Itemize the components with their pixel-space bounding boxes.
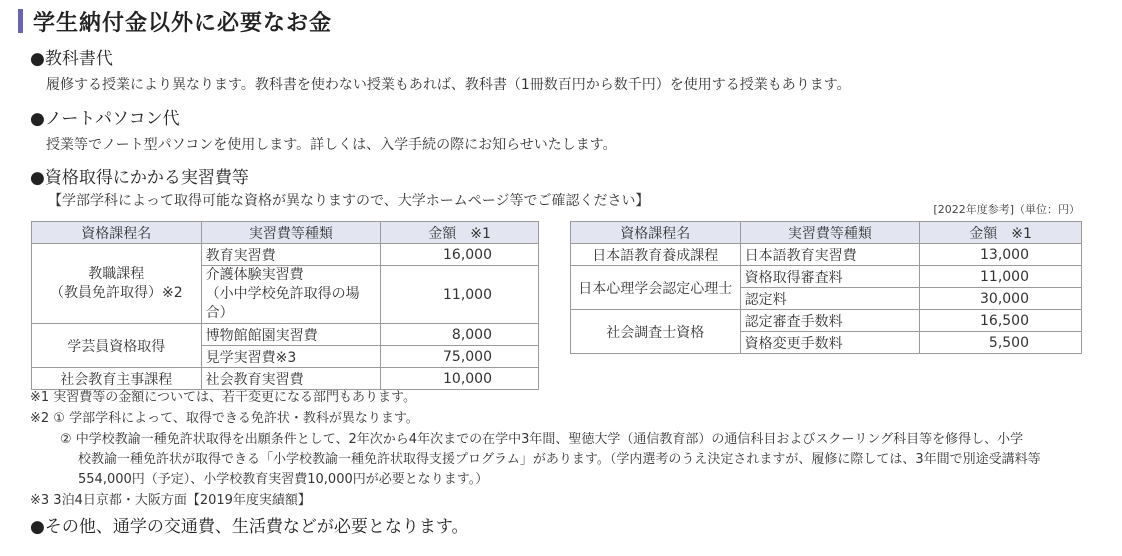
amount-cell: 75,000 <box>381 346 539 368</box>
fee-type-cell: 認定料 <box>740 288 920 310</box>
fee-type-cell: 教育実習費 <box>201 244 381 266</box>
course-cell: 社会教育主事課程 <box>32 368 202 390</box>
column-header: 金額 ※1 <box>381 222 539 244</box>
amount-cell: 30,000 <box>920 288 1082 310</box>
fee-type-name: 介護体験実習費 <box>205 267 304 283</box>
amount-cell: 16,500 <box>920 310 1082 332</box>
footnote-3: ※3 3泊4日京都・大阪方面【2019年度実績額】 <box>30 493 311 508</box>
amount-cell: 11,000 <box>920 266 1082 288</box>
page-title-block <box>18 6 332 36</box>
fee-type-cell: 認定審査手数料 <box>740 310 920 332</box>
course-cell: 学芸員資格取得 <box>32 324 202 368</box>
footnote-2-2-line2: 校教諭一種免許状が取得できる「小学校教諭一種免許状取得支援プログラム」があります。（学内選考のうえ決定されますが、履修に際しては、3年間で別途受講料等 <box>78 452 1041 467</box>
footnote-2-1: ※2 ① 学部学科によって、取得できる免許状・教科が異なります。 <box>30 411 419 426</box>
fee-table-left <box>31 221 539 390</box>
amount-cell: 11,000 <box>381 266 539 324</box>
qualification-notice: 【学部学科によって取得可能な資格が異なりますので、大学ホームページ等でご確認ください】 <box>48 193 650 209</box>
table-row <box>571 266 1082 288</box>
fee-type-cell <box>201 266 381 324</box>
table-row <box>571 244 1082 266</box>
amount-cell: 8,000 <box>381 324 539 346</box>
section-heading-qualification: ●資格取得にかかる実習費等 <box>30 168 249 188</box>
footnote-2-2-line1: ② 中学校教諭一種免許状取得を出願条件として、2年次から4年次までの在学中3年間、聖徳大学（通信教育部）の通信科目およびスクーリング科目等を修得し、小学 <box>60 432 1024 447</box>
course-cell <box>32 244 202 324</box>
table-header-row <box>32 222 539 244</box>
column-header: 実習費等種類 <box>201 222 381 244</box>
course-cell: 社会調査士資格 <box>571 310 741 354</box>
column-header: 金額 ※1 <box>920 222 1082 244</box>
amount-cell: 16,000 <box>381 244 539 266</box>
table-row <box>32 244 539 266</box>
table-row <box>571 310 1082 332</box>
footnote-2-2-line3: 554,000円（予定）、小学校教育実習費10,000円が必要となります。） <box>78 472 489 487</box>
course-cell: 日本語教育養成課程 <box>571 244 741 266</box>
column-header: 実習費等種類 <box>740 222 920 244</box>
fee-type-cell: 社会教育実習費 <box>201 368 381 390</box>
column-header: 資格課程名 <box>571 222 741 244</box>
fee-table-right <box>570 221 1082 354</box>
fee-type-cell: 見学実習費※3 <box>201 346 381 368</box>
course-name-note: （教員免許取得）※2 <box>49 284 183 301</box>
course-name: 教職課程 <box>88 265 145 282</box>
page-title: 学生納付金以外に必要なお金 <box>33 10 333 36</box>
fee-type-note: （小中学校免許取得の場合） <box>205 286 360 321</box>
section-text-textbooks: 履修する授業により異なります。教科書を使わない授業もあれば、教科書（1冊数百円から数千円）を使用する授業もあります。 <box>46 77 851 93</box>
section-heading-laptop: ●ノートパソコン代 <box>30 109 180 129</box>
fee-type-cell: 博物館館園実習費 <box>201 324 381 346</box>
course-cell: 日本心理学会認定心理士 <box>571 266 741 310</box>
section-text-laptop: 授業等でノート型パソコンを使用します。詳しくは、入学手続の際にお知らせいたします。 <box>46 137 617 153</box>
amount-cell: 10,000 <box>381 368 539 390</box>
section-heading-textbooks: ●教科書代 <box>30 49 113 69</box>
table-header-row <box>571 222 1082 244</box>
amount-cell: 5,500 <box>920 332 1082 354</box>
fee-type-cell: 日本語教育実習費 <box>740 244 920 266</box>
footnote-1: ※1 実習費等の金額については、若干変更になる部門もあります。 <box>30 390 416 405</box>
table-row <box>32 324 539 346</box>
fee-type-cell: 資格変更手数料 <box>740 332 920 354</box>
column-header: 資格課程名 <box>32 222 202 244</box>
title-accent-bar <box>18 9 23 33</box>
amount-cell: 13,000 <box>920 244 1082 266</box>
closing-note: ●その他、通学の交通費、生活費などが必要となります。 <box>30 517 469 537</box>
unit-note: [2022年度参考]（単位：円） <box>933 203 1080 216</box>
fee-type-cell: 資格取得審査料 <box>740 266 920 288</box>
